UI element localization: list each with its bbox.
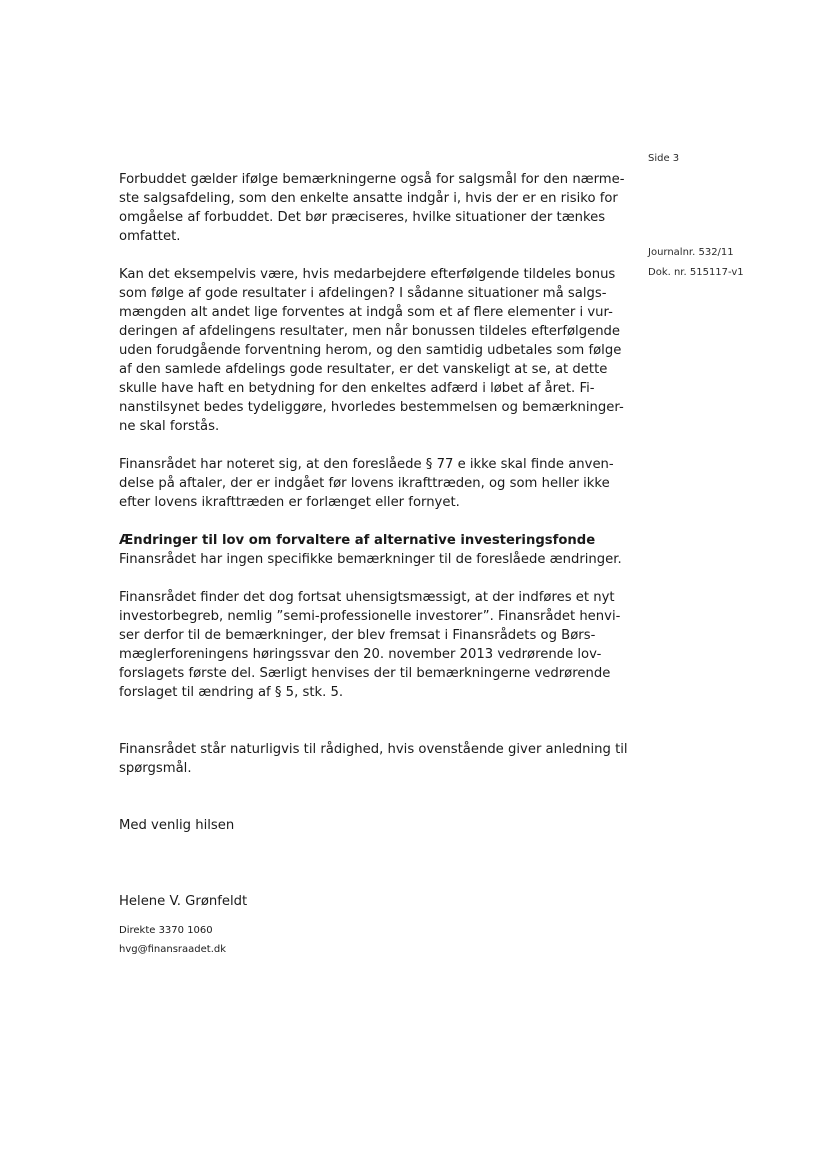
- paragraph-1: [119, 170, 625, 246]
- section-block: [119, 531, 622, 569]
- text-line: Kan det eksempelvis være, hvis medarbejdere efterfølgende tildeles bonus: [119, 267, 616, 282]
- text-line: investorbegreb, nemlig ”semi-professionelle investorer”. Finansrådet henvi-: [119, 609, 621, 624]
- signer-name: Helene V. Grønfeldt: [119, 894, 248, 909]
- text-line: som følge af gode resultater i afdelingen? I sådanne situationer må salgs-: [119, 286, 607, 301]
- page-label: Side 3: [648, 153, 680, 164]
- text-line: nanstilsynet bedes tydeliggøre, hvorledes bestemmelsen og bemærkninger-: [119, 400, 624, 415]
- greeting: Med venlig hilsen: [119, 818, 235, 833]
- contact-block: [119, 921, 609, 959]
- text-line: Finansrådet står naturligvis til rådighed, hvis ovenstående giver anledning til: [119, 742, 628, 757]
- text-line: af den samlede afdelings gode resultater, er det vanskeligt at se, at dette: [119, 362, 608, 377]
- text-line: ste salgsafdeling, som den enkelte ansatte indgår i, hvis der er en risiko for: [119, 191, 618, 206]
- text-line: ne skal forstås.: [119, 419, 220, 434]
- text-line: ser derfor til de bemærkninger, der blev fremsat i Finansrådets og Børs-: [119, 628, 596, 643]
- paragraph-2: [119, 265, 624, 436]
- text-line: Finansrådet har noteret sig, at den foreslåede § 77 e ikke skal finde anven-: [119, 457, 614, 472]
- text-line: skulle have haft en betydning for den enkeltes adfærd i løbet af året. Fi-: [119, 381, 595, 396]
- text-line: omgåelse af forbuddet. Det bør præciseres, hvilke situationer der tænkes: [119, 210, 606, 225]
- text-line: uden forudgående forventning herom, og den samtidig udbetales som følge: [119, 343, 622, 358]
- text-line: spørgsmål.: [119, 761, 192, 776]
- direct-phone: Direkte 3370 1060: [119, 925, 213, 936]
- text-line: efter lovens ikrafttræden er forlænget eller fornyet.: [119, 495, 460, 510]
- email-address: hvg@finansraadet.dk: [119, 944, 227, 955]
- text-line: mængden alt andet lige forventes at indgå som et af flere elementer i vur-: [119, 305, 613, 320]
- text-line: mæglerforeningens høringssvar den 20. november 2013 vedrørende lov-: [119, 647, 602, 662]
- paragraph-3: [119, 455, 614, 512]
- text-line: Finansrådet har ingen specifikke bemærkninger til de foreslåede ændringer.: [119, 552, 622, 567]
- text-line: delse på aftaler, der er indgået før lovens ikrafttræden, og som heller ikke: [119, 476, 610, 491]
- paragraph-5: [119, 588, 621, 702]
- text-line: Finansrådet finder det dog fortsat uhensigtsmæssigt, at der indføres et nyt: [119, 590, 615, 605]
- paragraph-6: [119, 740, 628, 778]
- letter-body: [119, 170, 628, 959]
- text-line: forslaget til ændring af § 5, stk. 5.: [119, 685, 344, 700]
- signature-block: [119, 892, 609, 911]
- closing-greeting: [119, 816, 609, 835]
- page-number: [648, 152, 679, 165]
- reference-block: [648, 246, 744, 286]
- text-line: omfattet.: [119, 229, 181, 244]
- journal-number: Journalnr. 532/11: [648, 247, 734, 258]
- section-heading: Ændringer til lov om forvaltere af alternative investeringsfonde: [119, 533, 596, 548]
- text-line: deringen af afdelingens resultater, men når bonussen tildeles efterfølgende: [119, 324, 621, 339]
- text-line: Forbuddet gælder ifølge bemærkningerne også for salgsmål for den nærme-: [119, 172, 625, 187]
- document-number: Dok. nr. 515117-v1: [648, 267, 744, 278]
- text-line: forslagets første del. Særligt henvises der til bemærkningerne vedrørende: [119, 666, 611, 681]
